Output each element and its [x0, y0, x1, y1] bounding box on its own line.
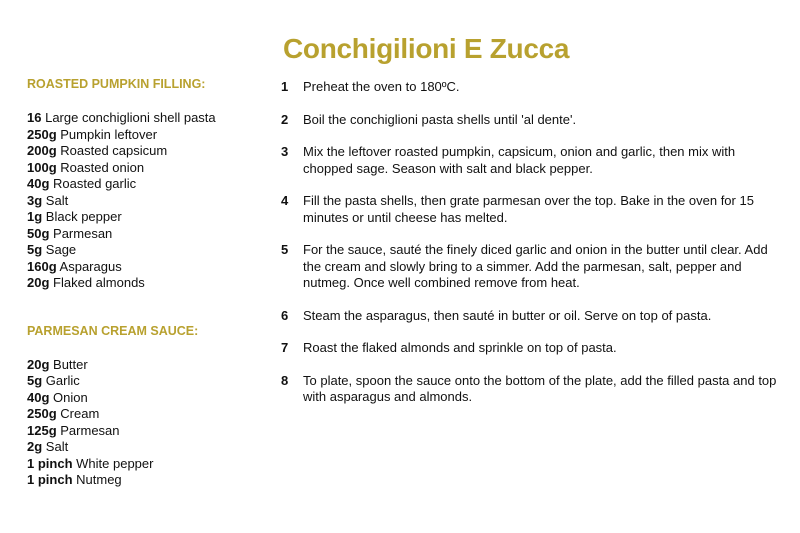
- ingredient-item: [27, 275, 267, 292]
- ingredient-item: [27, 373, 267, 390]
- ingredient-name: Nutmeg: [76, 472, 122, 487]
- ingredient-item: [27, 160, 267, 177]
- method-step: [281, 144, 781, 177]
- step-number: 7: [281, 340, 289, 355]
- ingredient-name: Butter: [53, 356, 88, 372]
- step-text: Mix the leftover roasted pumpkin, capsicum, onion and garlic, then mix with chopped sage. Season with salt and black pepper.: [303, 144, 736, 176]
- ingredient-item: [27, 226, 267, 243]
- step-number: 8: [281, 372, 289, 388]
- method-step: [281, 79, 781, 96]
- ingredient-name: Garlic: [45, 373, 80, 388]
- ingredient-quantity: 1 pinch: [27, 472, 73, 487]
- ingredient-item: [27, 472, 267, 489]
- ingredient-name: Pumpkin leftover: [60, 126, 158, 142]
- method-step: [281, 193, 781, 226]
- step-number: 6: [281, 307, 289, 323]
- ingredient-quantity: 50g: [27, 225, 50, 241]
- ingredient-item: [27, 110, 267, 127]
- ingredients-column: [27, 76, 267, 489]
- ingredient-name: Sage: [45, 242, 77, 257]
- ingredient-name: Flaked almonds: [53, 275, 145, 290]
- filling-ingredients-list: [27, 110, 267, 292]
- ingredient-item: [27, 176, 267, 193]
- ingredient-quantity: 20g: [27, 356, 50, 372]
- ingredient-item: [27, 193, 267, 210]
- ingredient-item: [27, 242, 267, 259]
- ingredient-quantity: 250g: [27, 406, 57, 421]
- step-text: Fill the pasta shells, then grate parmesan over the top. Bake in the oven for 15 minutes or until cheese has melted.: [303, 193, 754, 225]
- ingredient-quantity: 100g: [27, 159, 57, 175]
- filling-heading: ROASTED PUMPKIN FILLING:: [27, 77, 206, 91]
- ingredient-item: [27, 209, 267, 226]
- method-step: [281, 308, 781, 325]
- step-number: 5: [281, 242, 289, 257]
- ingredient-name: Asparagus: [59, 258, 122, 274]
- ingredient-name: Parmesan: [60, 422, 120, 438]
- ingredient-name: Black pepper: [45, 209, 122, 224]
- ingredient-name: Salt: [45, 192, 69, 208]
- step-text: Boil the conchiglioni pasta shells until 'al dente'.: [303, 111, 577, 127]
- ingredient-quantity: 5g: [27, 242, 43, 257]
- step-number: 2: [281, 111, 289, 127]
- method-step: [281, 340, 781, 357]
- recipe-title: Conchigilioni E Zucca: [283, 32, 570, 64]
- ingredient-quantity: 3g: [27, 192, 43, 208]
- step-text: Steam the asparagus, then sauté in butter or oil. Serve on top of pasta.: [303, 307, 712, 323]
- ingredient-quantity: 125g: [27, 422, 57, 438]
- ingredient-item: [27, 439, 267, 456]
- ingredient-quantity: 40g: [27, 176, 50, 191]
- ingredient-quantity: 40g: [27, 389, 50, 405]
- ingredient-item: [27, 143, 267, 160]
- ingredient-quantity: 2g: [27, 439, 43, 454]
- ingredient-item: [27, 357, 267, 374]
- method-step: [281, 373, 781, 406]
- ingredient-item: [27, 406, 267, 423]
- ingredient-item: [27, 127, 267, 144]
- ingredient-name: Salt: [45, 439, 69, 454]
- ingredient-name: Onion: [53, 389, 88, 405]
- step-text: Roast the flaked almonds and sprinkle on top of pasta.: [303, 340, 617, 355]
- step-text: Preheat the oven to 180ºC.: [303, 79, 460, 94]
- ingredient-name: Parmesan: [53, 225, 113, 241]
- step-text: For the sauce, sauté the finely diced garlic and onion in the butter until clear. Add the cream and slowly bring to a simmer. Add the parmesan, salt, pepper and nutmeg. Once well combined remove from heat.: [303, 242, 768, 290]
- ingredient-item: [27, 259, 267, 276]
- ingredient-name: Roasted capsicum: [60, 143, 168, 158]
- ingredient-item: [27, 423, 267, 440]
- method-step: [281, 242, 781, 292]
- step-number: 4: [281, 193, 289, 208]
- method-steps-list: [281, 79, 781, 422]
- ingredient-quantity: 250g: [27, 126, 57, 142]
- step-number: 1: [281, 79, 289, 94]
- ingredient-quantity: 16: [27, 110, 42, 125]
- sauce-ingredients-list: [27, 357, 267, 489]
- sauce-heading: PARMESAN CREAM SAUCE:: [27, 323, 199, 338]
- ingredient-name: White pepper: [76, 455, 154, 471]
- ingredient-item: [27, 390, 267, 407]
- ingredient-quantity: 5g: [27, 373, 43, 388]
- ingredient-name: Roasted onion: [60, 159, 145, 175]
- ingredient-quantity: 1 pinch: [27, 455, 73, 471]
- step-text: To plate, spoon the sauce onto the bottom of the plate, add the filled pasta and top with asparagus and almonds.: [303, 372, 777, 404]
- ingredient-quantity: 1g: [27, 209, 43, 224]
- ingredient-name: Cream: [60, 406, 100, 421]
- ingredient-name: Large conchiglioni shell pasta: [45, 110, 216, 125]
- step-number: 3: [281, 144, 289, 159]
- ingredient-quantity: 160g: [27, 258, 57, 274]
- ingredient-item: [27, 456, 267, 473]
- ingredient-name: Roasted garlic: [53, 176, 137, 191]
- ingredient-quantity: 20g: [27, 275, 50, 290]
- ingredient-quantity: 200g: [27, 143, 57, 158]
- method-step: [281, 112, 781, 129]
